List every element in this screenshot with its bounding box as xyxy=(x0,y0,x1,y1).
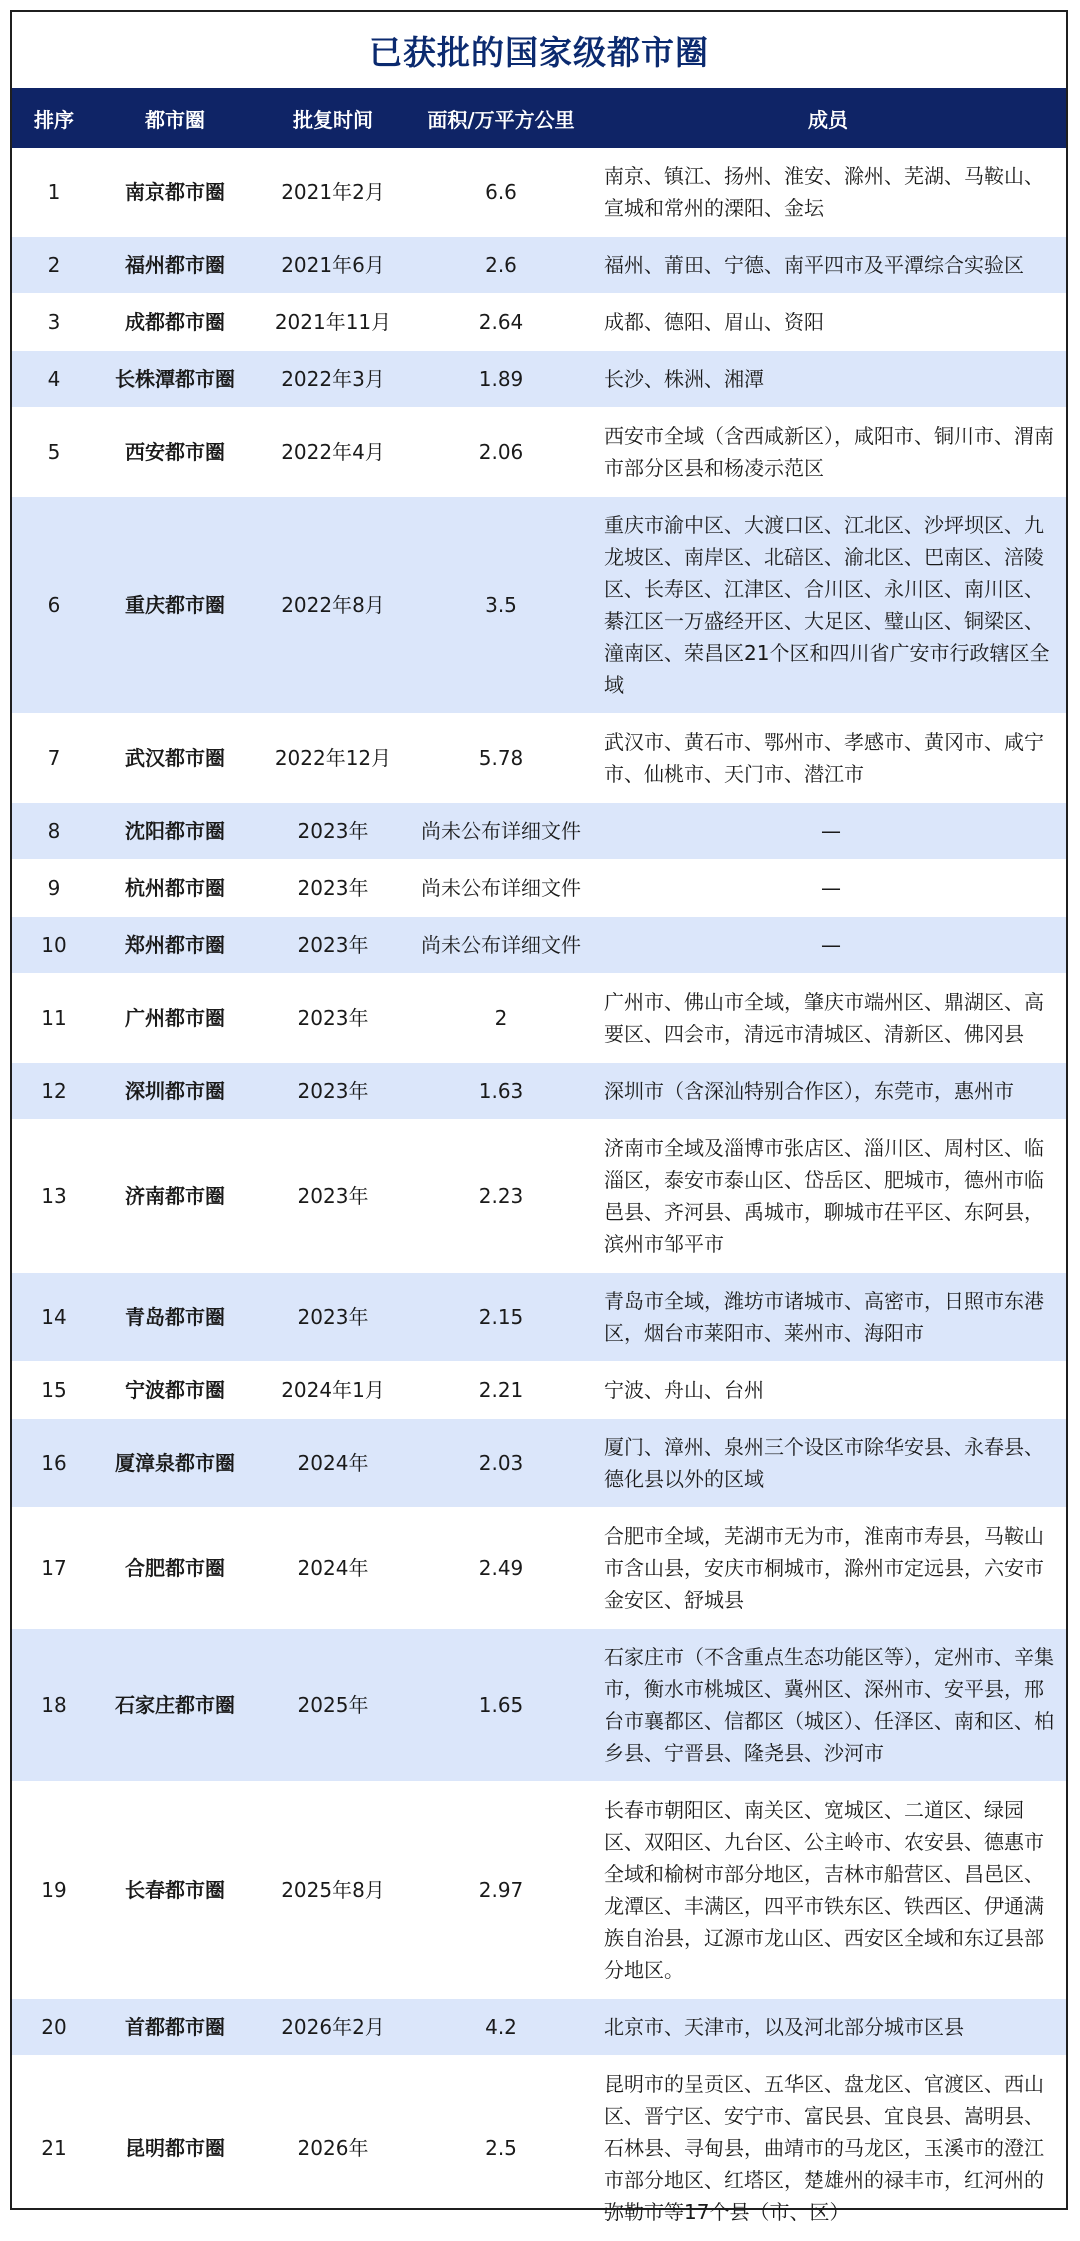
row-date: 2021年11月 xyxy=(274,310,392,334)
table-row xyxy=(12,714,1066,803)
table-row xyxy=(12,1508,1066,1629)
row-rank: 1 xyxy=(47,180,61,204)
row-members: 福州、莆田、宁德、南平四市及平潭综合实验区 xyxy=(604,253,1024,277)
row-rank: 6 xyxy=(47,593,61,617)
row-rank: 4 xyxy=(47,367,61,391)
table-row xyxy=(12,1273,1066,1362)
row-date: 2021年6月 xyxy=(281,253,385,277)
row-area: 1.89 xyxy=(478,367,524,391)
page-title: 已获批的国家级都市圈 xyxy=(369,32,709,72)
row-members: — xyxy=(821,876,841,900)
row-rank: 14 xyxy=(41,1305,67,1329)
row-name: 首都都市圈 xyxy=(125,2015,225,2039)
table-frame xyxy=(10,10,1068,2224)
row-date: 2026年 xyxy=(297,2136,369,2160)
row-rank: 7 xyxy=(47,746,61,770)
table-row xyxy=(12,294,1066,351)
row-date: 2024年 xyxy=(297,1451,369,1475)
row-rank: 20 xyxy=(41,2015,67,2039)
row-name: 广州都市圈 xyxy=(125,1006,225,1030)
row-date: 2023年 xyxy=(297,1006,369,1030)
row-name: 济南都市圈 xyxy=(125,1184,225,1208)
table-row xyxy=(12,2056,1066,2241)
row-name: 昆明都市圈 xyxy=(125,2136,225,2160)
row-name: 沈阳都市圈 xyxy=(125,819,225,843)
row-rank: 15 xyxy=(41,1378,67,1402)
row-rank: 11 xyxy=(41,1006,67,1030)
header-date: 批复时间 xyxy=(293,107,373,132)
row-name: 合肥都市圈 xyxy=(125,1556,225,1580)
row-members: 宁波、舟山、台州 xyxy=(604,1378,764,1402)
row-date: 2025年8月 xyxy=(281,1878,385,1902)
row-members: 深圳市（含深汕特别合作区），东莞市，惠州市 xyxy=(604,1079,1014,1103)
row-members: 北京市、天津市，以及河北部分城市区县 xyxy=(604,2015,964,2039)
row-area: 3.5 xyxy=(485,593,517,617)
row-rank: 2 xyxy=(47,253,61,277)
row-members: 西安市全域（含西咸新区），咸阳市、铜川市、渭南市部分区县和杨凌示范区 xyxy=(604,424,1054,480)
row-date: 2023年 xyxy=(297,876,369,900)
table-row xyxy=(12,974,1066,1063)
row-members: — xyxy=(821,819,841,843)
row-date: 2023年 xyxy=(297,1305,369,1329)
row-name: 宁波都市圈 xyxy=(125,1378,225,1402)
row-rank: 16 xyxy=(41,1451,67,1475)
row-name: 福州都市圈 xyxy=(125,253,225,277)
header-area: 面积/万平方公里 xyxy=(427,107,575,132)
row-area: 4.2 xyxy=(485,2015,517,2039)
table-row xyxy=(12,1999,1066,2056)
row-rank: 9 xyxy=(47,876,61,900)
header-rank: 排序 xyxy=(34,107,74,132)
row-members: 合肥市全域，芜湖市无为市，淮南市寿县，马鞍山市含山县，安庆市桐城市，滁州市定远县，六安市金安区、舒城县 xyxy=(604,1524,1044,1612)
row-area: 尚未公布详细文件 xyxy=(421,933,581,957)
row-date: 2023年 xyxy=(297,933,369,957)
row-date: 2023年 xyxy=(297,1184,369,1208)
row-area: 1.65 xyxy=(478,1693,524,1717)
row-members: — xyxy=(821,933,841,957)
row-date: 2025年 xyxy=(297,1693,369,1717)
table-row xyxy=(12,237,1066,294)
row-name: 厦漳泉都市圈 xyxy=(115,1451,235,1475)
table-row xyxy=(12,497,1066,714)
row-area: 2.21 xyxy=(478,1378,524,1402)
row-members: 成都、德阳、眉山、资阳 xyxy=(604,310,824,334)
row-name: 郑州都市圈 xyxy=(125,933,225,957)
row-name: 南京都市圈 xyxy=(125,180,225,204)
row-date: 2022年8月 xyxy=(281,593,385,617)
table-row xyxy=(12,803,1066,860)
row-area: 2.15 xyxy=(478,1305,524,1329)
row-name: 长春都市圈 xyxy=(125,1878,225,1902)
table-row xyxy=(12,860,1066,917)
row-rank: 21 xyxy=(41,2136,67,2160)
row-date: 2023年 xyxy=(297,819,369,843)
row-members: 武汉市、黄石市、鄂州市、孝感市、黄冈市、咸宁市、仙桃市、天门市、潜江市 xyxy=(604,730,1044,786)
row-name: 青岛都市圈 xyxy=(125,1305,225,1329)
row-rank: 13 xyxy=(41,1184,67,1208)
table-row xyxy=(12,1120,1066,1273)
header-name: 都市圈 xyxy=(145,107,205,132)
metro-table xyxy=(12,88,1066,2241)
row-area: 2.97 xyxy=(478,1878,524,1902)
row-rank: 17 xyxy=(41,1556,67,1580)
row-members: 石家庄市（不含重点生态功能区等），定州市、辛集市，衡水市桃城区、冀州区、深州市、安平县，邢台市襄都区、信都区（城区）、任泽区、南和区、柏乡县、宁晋县、隆尧县、沙河市 xyxy=(604,1645,1054,1765)
row-area: 2.5 xyxy=(485,2136,517,2160)
row-rank: 3 xyxy=(47,310,61,334)
table-row xyxy=(12,1629,1066,1782)
row-date: 2022年3月 xyxy=(281,367,385,391)
header-members: 成员 xyxy=(808,107,848,132)
row-name: 杭州都市圈 xyxy=(125,876,225,900)
row-date: 2022年12月 xyxy=(274,746,392,770)
row-date: 2024年 xyxy=(297,1556,369,1580)
row-area: 6.6 xyxy=(485,180,517,204)
row-rank: 10 xyxy=(41,933,67,957)
row-name: 深圳都市圈 xyxy=(125,1079,225,1103)
table-row xyxy=(12,1362,1066,1419)
row-date: 2024年1月 xyxy=(281,1378,385,1402)
row-area: 2.06 xyxy=(478,440,524,464)
row-area: 2.49 xyxy=(478,1556,524,1580)
row-name: 西安都市圈 xyxy=(125,440,225,464)
row-members: 重庆市渝中区、大渡口区、江北区、沙坪坝区、九龙坡区、南岸区、北碚区、渝北区、巴南区、涪陵区、长寿区、江津区、合川区、永川区、南川区、綦江区一万盛经开区、大足区、璧山区、铜梁区、潼南区、荣昌区21个区和四川省广安市行政辖区全域 xyxy=(604,513,1050,697)
row-date: 2021年2月 xyxy=(281,180,385,204)
row-date: 2022年4月 xyxy=(281,440,385,464)
table-row xyxy=(12,1063,1066,1120)
row-rank: 19 xyxy=(41,1878,67,1902)
row-members: 昆明市的呈贡区、五华区、盘龙区、官渡区、西山区、晋宁区、安宁市、富民县、宜良县、嵩明县、石林县、寻甸县，曲靖市的马龙区，玉溪市的澄江市部分地区、红塔区，楚雄州的禄丰市，红河州的弥勒市等17个县（市、区） xyxy=(604,2072,1044,2224)
table-row xyxy=(12,917,1066,974)
row-name: 长株潭都市圈 xyxy=(115,367,235,391)
row-name: 武汉都市圈 xyxy=(125,746,225,770)
row-area: 1.63 xyxy=(478,1079,524,1103)
row-rank: 12 xyxy=(41,1079,67,1103)
row-area: 2.03 xyxy=(478,1451,524,1475)
row-area: 5.78 xyxy=(478,746,524,770)
table-row xyxy=(12,148,1066,237)
table-header xyxy=(12,88,1066,148)
row-area: 尚未公布详细文件 xyxy=(421,819,581,843)
row-area: 尚未公布详细文件 xyxy=(421,876,581,900)
row-area: 2 xyxy=(494,1006,508,1030)
table-row xyxy=(12,1419,1066,1508)
row-members: 厦门、漳州、泉州三个设区市除华安县、永春县、德化县以外的区域 xyxy=(604,1435,1044,1491)
row-name: 成都都市圈 xyxy=(125,310,225,334)
row-members: 长春市朝阳区、南关区、宽城区、二道区、绿园区、双阳区、九台区、公主岭市、农安县、德惠市全域和榆树市部分地区，吉林市船营区、昌邑区、龙潭区、丰满区，四平市铁东区、铁西区、伊通满族自治县，辽源市龙山区、西安区全域和东辽县部分地区。 xyxy=(604,1798,1044,1982)
table-row xyxy=(12,1782,1066,1999)
row-members: 济南市全域及淄博市张店区、淄川区、周村区、临淄区，泰安市泰山区、岱岳区、肥城市，德州市临邑县、齐河县、禹城市，聊城市茌平区、东阿县，滨州市邹平市 xyxy=(604,1136,1044,1256)
row-date: 2023年 xyxy=(297,1079,369,1103)
row-members: 青岛市全域，潍坊市诸城市、高密市，日照市东港区，烟台市莱阳市、莱州市、海阳市 xyxy=(604,1289,1044,1345)
row-rank: 18 xyxy=(41,1693,67,1717)
row-area: 2.6 xyxy=(485,253,517,277)
row-members: 广州市、佛山市全域，肇庆市端州区、鼎湖区、高要区、四会市，清远市清城区、清新区、佛冈县 xyxy=(604,990,1044,1046)
row-members: 长沙、株洲、湘潭 xyxy=(604,367,764,391)
row-date: 2026年2月 xyxy=(281,2015,385,2039)
row-area: 2.23 xyxy=(478,1184,524,1208)
row-name: 石家庄都市圈 xyxy=(115,1693,235,1717)
table-row xyxy=(12,351,1066,408)
row-rank: 5 xyxy=(47,440,61,464)
row-name: 重庆都市圈 xyxy=(125,593,225,617)
row-area: 2.64 xyxy=(478,310,524,334)
row-members: 南京、镇江、扬州、淮安、滁州、芜湖、马鞍山、宣城和常州的溧阳、金坛 xyxy=(604,164,1044,220)
row-rank: 8 xyxy=(47,819,61,843)
table-row xyxy=(12,408,1066,497)
